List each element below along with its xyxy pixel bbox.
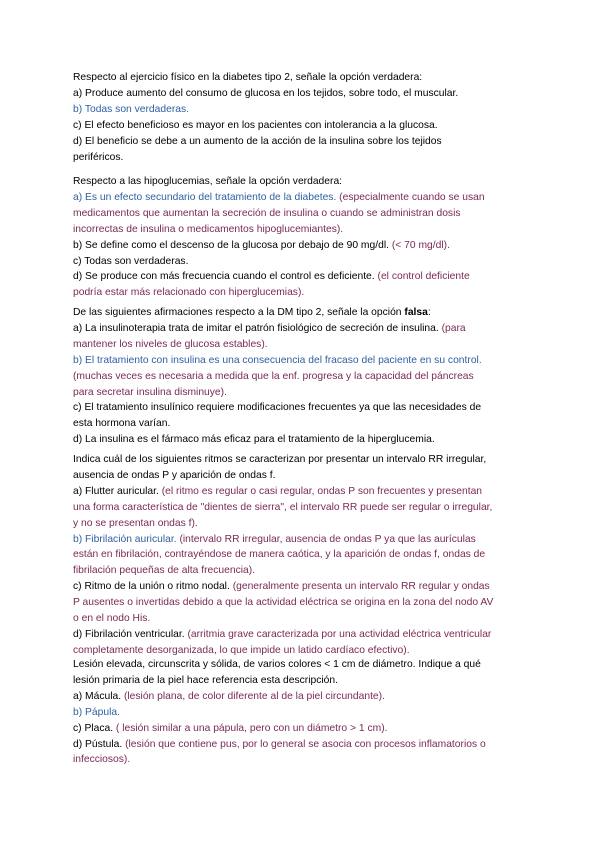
option-b-correct: b) Pápula. (73, 706, 120, 718)
explanation-note: (lesión plana, de color diferente al de la piel circundante). (121, 690, 385, 702)
option-d: d) La insulina es el fármaco más eficaz para el tratamiento de la hiperglucemia. (73, 434, 435, 446)
explanation-note: fibrilación pequeñas de alta frecuencia). (73, 565, 256, 577)
explanation-note: P ausentes o invertidas debido a que la actividad eléctrica se origina en la zona del nodo AV (73, 597, 494, 609)
option-d-continued: periféricos. (73, 151, 124, 163)
explanation-note: (< 70 mg/dl). (388, 239, 450, 251)
explanation-note: (el control deficiente (374, 271, 470, 283)
explanation-note: infecciosos). (73, 754, 131, 766)
explanation-note: (lesión que contiene pus, por lo general se asocia con procesos inflamatorios o (122, 738, 486, 750)
question-stem: De las siguientes afirmaciones respecto a la DM tipo 2, señale la opción falsa: (73, 307, 431, 318)
explanation-note: o en el nodo His. (73, 613, 151, 625)
option-b-correct: b) El tratamiento con insulina es una consecuencia del fracaso del paciente en su control. (73, 354, 482, 366)
question-stem: Respecto al ejercicio físico en la diabetes tipo 2, señale la opción verdadera: (73, 72, 423, 83)
option-c: c) El efecto beneficioso es mayor en los pacientes con intolerancia a la glucosa. (73, 119, 438, 131)
option-d: d) Fibrilación ventricular. (73, 628, 185, 640)
explanation-note: completamente desorganizada, lo que impide un latido cardíaco efectivo). (73, 644, 410, 656)
explanation-note: (especialmente cuando se usan (336, 191, 485, 203)
option-d: d) Se produce con más frecuencia cuando el control es deficiente. (73, 271, 375, 283)
explanation-note: mantener los niveles de glucosa estables). (73, 338, 268, 350)
option-a: a) Produce aumento del consumo de glucosa en los tejidos, sobre todo, el muscular. (73, 87, 459, 99)
option-d: d) Pústula. (73, 738, 123, 750)
option-c: c) Todas son verdaderas. (73, 255, 189, 267)
option-c-continued: esta hormona varían. (73, 418, 171, 430)
explanation-note: para secretar insulina disminuye). (73, 386, 227, 398)
option-b-correct: b) Fibrilación auricular. (73, 533, 177, 545)
explanation-note: medicamentos que aumentan la secreción de insulina o cuando se administran dosis (73, 207, 461, 219)
option-b-correct: b) Todas son verdaderas. (73, 103, 190, 115)
question-stem-continued: ausencia de ondas P y aparición de ondas f. (73, 469, 276, 481)
explanation-note: están en fibrilación, contrayéndose de manera caótica, y la aparición de ondas f, ondas de (73, 549, 486, 561)
option-c: c) Ritmo de la unión o ritmo nodal. (73, 581, 230, 593)
explanation-note: (generalmente presenta un intervalo RR regular y ondas (229, 581, 490, 593)
option-c: c) Placa. (73, 722, 114, 734)
explanation-note: (para (438, 322, 466, 334)
option-d: d) El beneficio se debe a un aumento de la acción de la insulina sobre los tejidos (73, 135, 442, 147)
question-5 (73, 657, 533, 768)
question-1 (73, 70, 533, 165)
explanation-note: (el ritmo es regular o casi regular, ondas P son frecuentes y presentan (158, 485, 483, 497)
explanation-note: ( lesión similar a una pápula, pero con un diámetro > 1 cm). (113, 722, 388, 734)
option-c: c) El tratamiento insulínico requiere modificaciones frecuentes ya que las necesidades de (73, 402, 482, 414)
question-stem: Lesión elevada, circunscrita y sólida, de varios colores < 1 cm de diámetro. Indique a qué (73, 659, 481, 670)
option-a: a) La insulinoterapia trata de imitar el patrón fisiológico de secreción de insulina. (73, 322, 439, 334)
explanation-note: y no se presentan ondas f). (73, 517, 198, 529)
explanation-note: (muchas veces es necesaria a medida que la enf. progresa y la capacidad del páncreas (73, 370, 474, 382)
explanation-note: una forma característica de "dientes de sierra", el intervalo RR puede ser regular o irregular, (73, 501, 493, 513)
question-stem: Indica cuál de los siguientes ritmos se caracterizan por presentar un intervalo RR irregular, (73, 454, 487, 465)
explanation-note: podría estar más relacionado con hiperglucemias). (73, 287, 305, 299)
question-4 (73, 452, 533, 659)
question-3 (73, 305, 533, 448)
question-stem-continued: lesión primaria de la piel hace referencia esta descripción. (73, 674, 338, 686)
option-a: a) Flutter auricular. (73, 485, 159, 497)
emphasis-false: falsa (404, 307, 428, 318)
option-a-correct: a) Es un efecto secundario del tratamiento de la diabetes. (73, 191, 337, 203)
explanation-note: (arritmia grave caracterizada por una actividad eléctrica ventricular (184, 628, 492, 640)
explanation-note: (intervalo RR irregular, ausencia de ondas P ya que las aurículas (176, 533, 476, 545)
question-2 (73, 174, 533, 301)
option-a: a) Mácula. (73, 690, 122, 702)
explanation-note: incorrectas de insulina o medicamentos hipoglucemiantes). (73, 223, 344, 235)
question-stem: Respecto a las hipoglucemias, señale la opción verdadera: (73, 176, 343, 187)
option-b: b) Se define como el descenso de la glucosa por debajo de 90 mg/dl. (73, 239, 389, 251)
